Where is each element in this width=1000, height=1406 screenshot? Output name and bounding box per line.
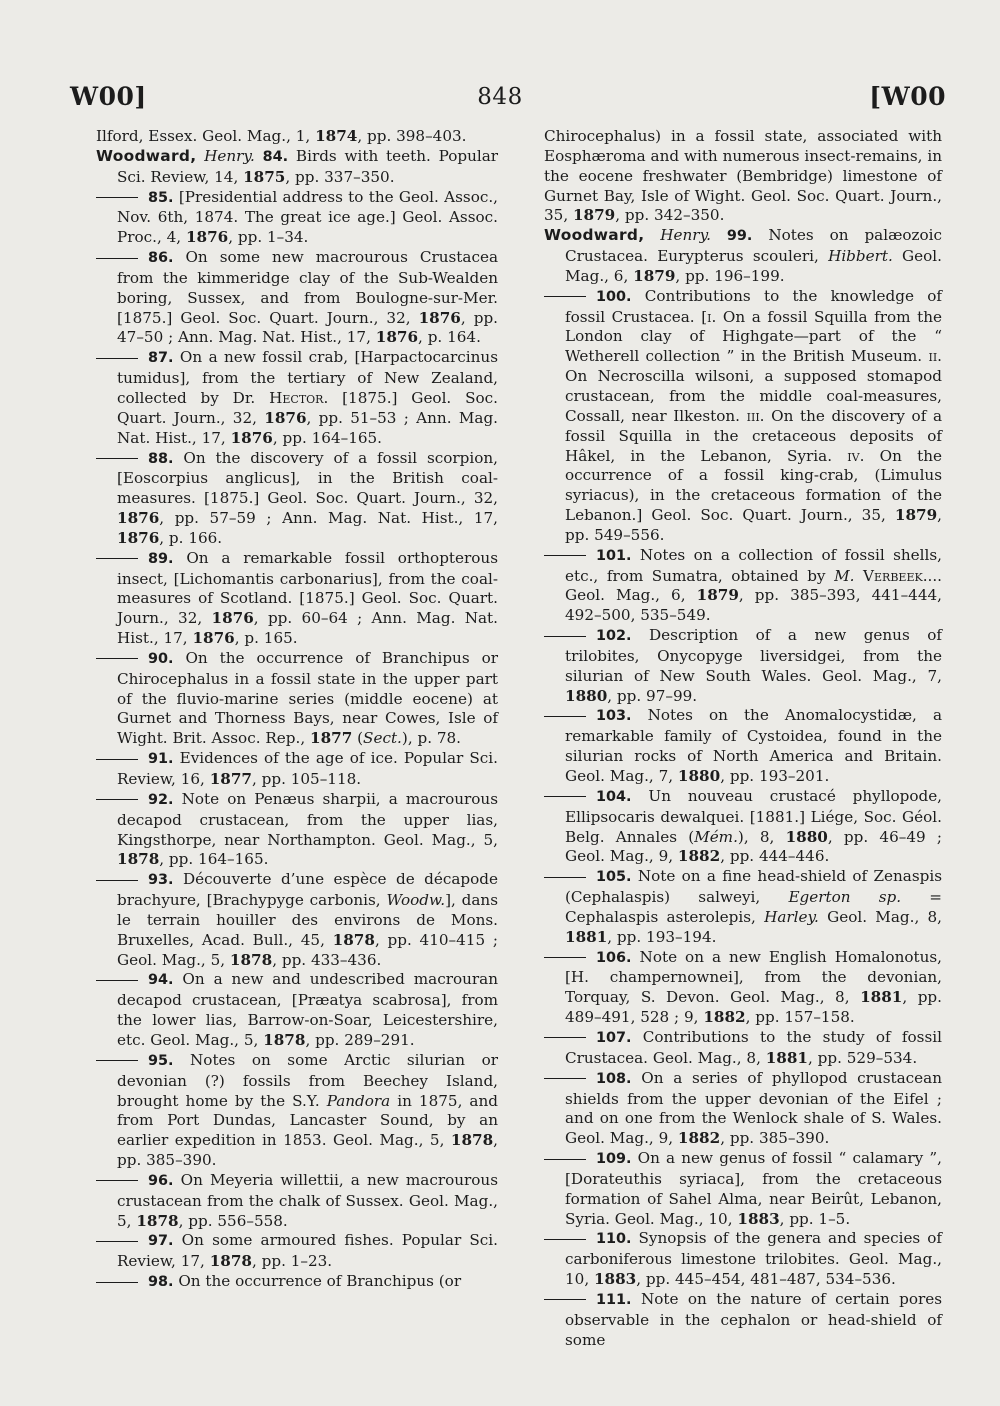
ditto-dash (96, 197, 138, 198)
entry-number: 91. (148, 751, 174, 768)
bibliography-entry (96, 1171, 498, 1232)
right-column (544, 127, 942, 1350)
entry-text: Notes on palæozoic Crustacea. Eurypterus scouleri, Hibbert. Geol. Mag., 6, 1879, pp. 196–199. (565, 226, 943, 285)
ditto-dash (96, 258, 138, 259)
entry-text: Synopsis of the genera and species of carboniferous limestone trilobites. Geol. Mag., 10, 1883, pp. 445–454, 481–487, 534–536. (565, 1229, 942, 1289)
bibliography-entry (544, 546, 942, 626)
bibliography-entry (96, 870, 498, 970)
ditto-dash (96, 759, 138, 760)
entry-text: On some armoured fishes. Popular Sci. Review, 17, 1878, pp. 1–23. (117, 1231, 498, 1271)
entry-text: Ilford, Essex. Geol. Mag., 1, 1874, pp. 398–403. (96, 127, 467, 145)
entry-number: 100. (596, 288, 632, 305)
entry-text: On the occurrence of Branchipus or Chirocephalus in a fossil state in the upper part of the fluvio-marine series (middle eocene) at Gurnet and Thorness Bays, near Cowes, Isle of Wight. Brit. Assoc. Rep., 1877 (Sect.), p. 78. (117, 648, 498, 748)
left-column (96, 127, 498, 1293)
entry-text: Notes on a collection of fossil shells, etc., from Sumatra, obtained by M. Verbeek.... Geol. Mag., 6, 1879, pp. 385–393, 441–444, 492–500, 535–549. (565, 545, 943, 625)
ditto-dash (544, 636, 586, 637)
entry-number: 105. (596, 869, 632, 886)
entry-number: 96. (148, 1172, 174, 1189)
bibliography-entry (96, 649, 498, 749)
entry-text: Note on a new English Homalonotus, [H. champernownei], from the devonian, Torquay, S. Devon. Geol. Mag., 8, 1881, pp. 489–491, 528 ; 9, 1882, pp. 157–158. (565, 947, 942, 1027)
entry-number: 84. (262, 148, 289, 165)
bibliography-entry (544, 1149, 942, 1229)
entry-text: On some new macrourous Crustacea from the kimmeridge clay of the Sub-Wealden boring, Sussex, and from Boulogne-sur-Mer. [1875.] Geol. Soc. Quart. Journ., 32, 1876, pp. 47–50 ; Ann. Mag. Nat. Hist., 17, 1876, p. 164. (117, 248, 498, 347)
entry-number: 85. (148, 189, 174, 206)
entry-number: 110. (596, 1231, 632, 1248)
entry-number: 87. (148, 350, 174, 367)
bibliography-entry (96, 188, 498, 249)
ditto-dash (96, 1282, 138, 1283)
author-forename: Henry. (204, 146, 255, 165)
ditto-dash (544, 1037, 586, 1038)
bibliography-entry (544, 1229, 942, 1290)
bibliography-entry (96, 1231, 498, 1272)
entry-text: Notes on some Arctic silurian or devonian (?) fossils from Beechey Island, brought home by the S.Y. Pandora in 1875, and from Port Dundas, Lancaster Sound, by an earlier expedition in 1853. Geol. Mag., 5, 1878, pp. 385–390. (117, 1050, 498, 1170)
entry-number: 103. (596, 708, 632, 725)
bibliography-entry (96, 970, 498, 1050)
ditto-dash (96, 799, 138, 800)
bibliography-entry (544, 1028, 942, 1069)
entry-text: Description of a new genus of trilobites, Onycopyge liversidgei, from the silurian of New South Wales. Geol. Mag., 7, 1880, pp. 97–99. (565, 626, 943, 705)
ditto-dash (544, 1078, 586, 1079)
entry-number: 94. (148, 972, 174, 989)
bibliography-entry (544, 706, 942, 786)
bibliography-entry (96, 790, 498, 870)
entry-text: Notes on the Anomalocystidæ, a remarkable family of Cystoidea, found in the silurian rocks of North America and Britain. Geol. Mag., 7, 1880, pp. 193–201. (565, 706, 942, 785)
entry-number: 95. (148, 1052, 174, 1069)
entry-text: On a new genus of fossil “ calamary ”, [Dorateuthis syriaca], from the cretaceous formation of Sahel Alma, near Beirût, Lebanon, Syria. Geol. Mag., 10, 1883, pp. 1–5. (565, 1149, 942, 1228)
ditto-dash (544, 877, 586, 878)
bibliography-entry (544, 287, 942, 546)
entry-text: Birds with teeth. Popular Sci. Review, 14, 1875, pp. 337–350. (117, 146, 499, 186)
bibliography-entry (96, 449, 498, 549)
entry-text: Note on Penæus sharpii, a macrourous decapod crustacean, from the upper lias, Kingsthorpe, near Northampton. Geol. Mag., 5, 1878, pp. 164–165. (117, 789, 498, 869)
ditto-dash (96, 558, 138, 559)
entry-text: Evidences of the age of ice. Popular Sci. Review, 16, 1877, pp. 105–118. (117, 749, 498, 788)
entry-number: 109. (596, 1151, 632, 1168)
entry-number: 99. (726, 228, 753, 245)
entry-number: 108. (596, 1070, 632, 1087)
entry-number: 88. (148, 450, 174, 467)
entry-text: On a remarkable fossil orthopterous insect, [Lichomantis carbonarius], from the coal-measures of Scotland. [1875.] Geol. Soc. Quart. Journ., 32, 1876, pp. 60–64 ; Ann. Mag. Nat. Hist., 17, 1876, p. 165. (117, 548, 498, 648)
running-head-right: [W00 (869, 82, 946, 111)
ditto-dash (96, 1241, 138, 1242)
ditto-dash (96, 1060, 138, 1061)
author-forename: Henry. (660, 226, 711, 245)
entry-number: 98. (148, 1274, 174, 1291)
ditto-dash (96, 458, 138, 459)
bibliography-entry (96, 1051, 498, 1171)
running-head-left: W00] (70, 82, 147, 111)
entry-text: Chirocephalus) in a fossil state, associated with Eosphæroma and with numerous insect-remains, in the eocene freshwater (Bembridge) limestone of Gurnet Bay, Isle of Wight. Geol. Soc. Quart. Journ., 35, 1879, pp. 342–350. (544, 127, 942, 225)
entry-number: 93. (148, 872, 174, 889)
bibliography-entry (544, 1069, 942, 1149)
entry-text: Note on a fine head-shield of Zenaspis (Cephalaspis) salweyi, Egerton sp. = Cephalaspis asterolepis, Harley. Geol. Mag., 8, 1881, pp. 193–194. (565, 867, 943, 946)
entry-number: 90. (148, 650, 174, 667)
ditto-dash (544, 555, 586, 556)
bibliography-entry (544, 867, 942, 947)
bibliography-entry (96, 248, 498, 348)
entry-text: On the occurrence of Branchipus (or (178, 1272, 462, 1291)
entry-number: 102. (596, 628, 632, 645)
entry-number: 101. (596, 547, 632, 564)
bibliography-entry (544, 626, 942, 706)
bibliography-entry (544, 1290, 942, 1351)
entry-text: On a series of phyllopod crustacean shields from the upper devonian of the Eifel ; and on one from the Wenlock shale of S. Wales. Geol. Mag., 9, 1882, pp. 385–390. (565, 1068, 942, 1148)
entry-text: Découverte d’une espèce de décapode brachyure, [Brachypyge carbonis, Woodw.], dans le terrain houiller des environs de Mons. Bruxelles, Acad. Bull., 45, 1878, pp. 410–415 ; Geol. Mag., 5, 1878, pp. 433–436. (117, 870, 498, 969)
entry-number: 92. (148, 791, 174, 808)
entry-text: Contributions to the study of fossil Crustacea. Geol. Mag., 8, 1881, pp. 529–534. (565, 1027, 942, 1067)
bibliography-entry (96, 1272, 498, 1293)
author-name: Woodward, (544, 226, 645, 245)
entry-continuation (544, 127, 942, 226)
bibliography-entry (544, 226, 942, 287)
ditto-dash (544, 296, 586, 297)
entry-number: 106. (596, 949, 632, 966)
entry-text: On the discovery of a fossil scorpion, [Eoscorpius anglicus], in the British coal-measures. [1875.] Geol. Soc. Quart. Journ., 32, 1876, pp. 57–59 ; Ann. Mag. Nat. Hist., 17, 1876, p. 166. (117, 448, 499, 547)
entry-text: Contributions to the knowledge of fossil Crustacea. [i. On a fossil Squilla from the London clay of Highgate—part of the “ Wetherell collection ” in the British Museum. ii. On Necroscilla wilsoni, a supposed stomapod crustacean, from the middle coal-measures, Cossall, near Ilkeston. iii. On the discovery of a fossil Squilla in the cretaceous deposits of Hâkel, in the Lebanon, Syria. iv. On the occurrence of a fossil king-crab, (Limulus syriacus), in the cretaceous formation of the Lebanon.] Geol. Soc. Quart. Journ., 35, 1879, pp. 549–556. (565, 286, 943, 544)
ditto-dash (544, 1159, 586, 1160)
bibliography-entry (544, 787, 942, 867)
ditto-dash (544, 716, 586, 717)
entry-number: 111. (596, 1291, 632, 1308)
ditto-dash (544, 1299, 586, 1300)
entry-text: Un nouveau crustacé phyllopode, Ellipsocaris dewalquei. [1881.] Liége, Soc. Géol. Belg. Annales (Mém.), 8, 1880, pp. 46–49 ; Geol. Mag., 9, 1882, pp. 444–446. (565, 786, 943, 866)
bibliography-entry (96, 549, 498, 649)
entry-text: On a new fossil crab, [Harpactocarcinus tumidus], from the tertiary of New Zealand, collected by Dr. Hector. [1875.] Geol. Soc. Quart. Journ., 32, 1876, pp. 51–53 ; Ann. Mag. Nat. Hist., 17, 1876, pp. 164–165. (117, 348, 499, 447)
entry-text: On a new and undescribed macrouran decapod crustacean, [Præatya scabrosa], from the lower lias, Barrow-on-Soar, Leicestershire, etc. Geol. Mag., 5, 1878, pp. 289–291. (117, 970, 498, 1049)
ditto-dash (544, 796, 586, 797)
entry-number: 86. (148, 250, 174, 267)
entry-number: 97. (148, 1233, 174, 1250)
ditto-dash (96, 980, 138, 981)
author-name: Woodward, (96, 146, 197, 165)
entry-text: [Presidential address to the Geol. Assoc., Nov. 6th, 1874. The great ice age.] Geol. Assoc. Proc., 4, 1876, pp. 1–34. (117, 187, 499, 247)
entry-text: On Meyeria willettii, a new macrourous crustacean from the chalk of Sussex. Geol. Mag., 5, 1878, pp. 556–558. (117, 1170, 498, 1230)
entry-number: 89. (148, 550, 174, 567)
ditto-dash (96, 880, 138, 881)
bibliography-entry (96, 348, 498, 448)
entry-number: 104. (596, 788, 632, 805)
bibliography-entry (96, 147, 498, 188)
entry-number: 107. (596, 1029, 632, 1046)
ditto-dash (96, 358, 138, 359)
ditto-dash (544, 1239, 586, 1240)
ditto-dash (96, 1180, 138, 1181)
ditto-dash (544, 957, 586, 958)
bibliography-entry (544, 948, 942, 1028)
entry-text: Note on the nature of certain pores observable in the cephalon or head-shield of some (565, 1289, 943, 1349)
ditto-dash (96, 658, 138, 659)
entry-continuation (96, 127, 498, 147)
page-number: 848 (477, 84, 523, 110)
bibliography-entry (96, 749, 498, 790)
